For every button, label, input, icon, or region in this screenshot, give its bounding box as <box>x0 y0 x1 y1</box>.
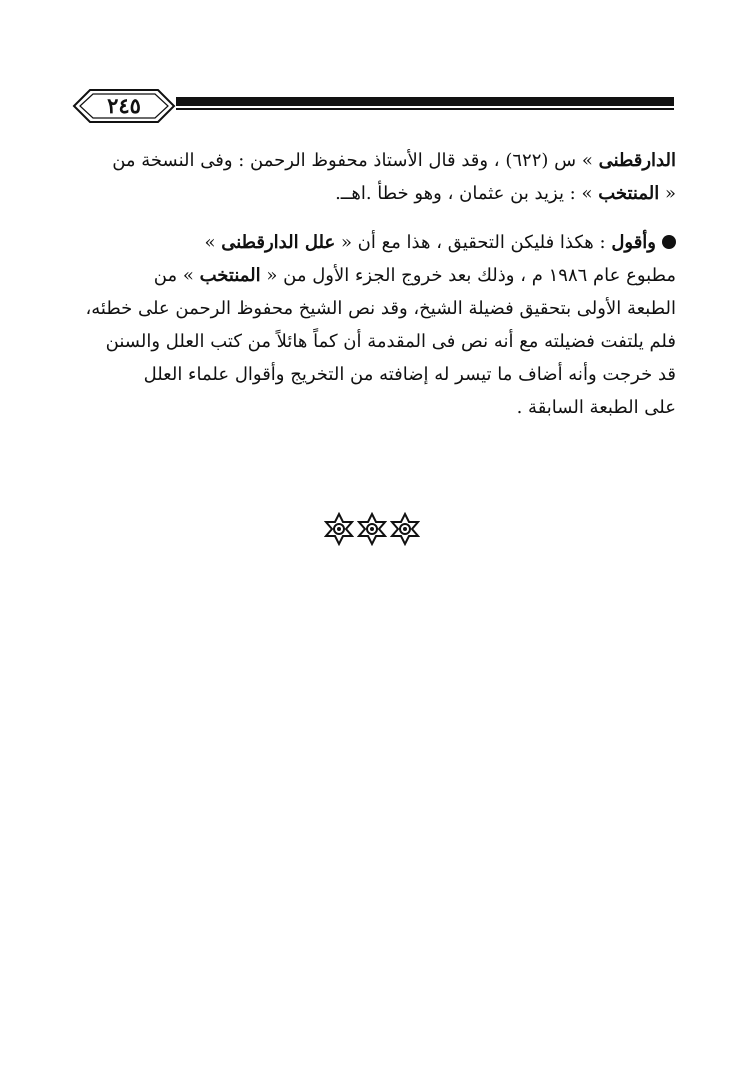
paragraph-2-line-1 <box>68 226 676 259</box>
bold-term-aqulu: وأقول <box>611 232 656 253</box>
flower-ornament-icon <box>390 512 420 546</box>
page-number-badge <box>72 86 176 126</box>
line-2-start: مطبوع عام ١٩٨٦ م ، وذلك بعد خروج الجزء الأول من « <box>260 265 676 286</box>
paragraph-1-line-1 <box>68 144 676 177</box>
paragraph-2-line-2 <box>68 259 676 292</box>
header-rule-thin <box>176 108 674 110</box>
bold-term-muntakhab: المنتخب <box>598 183 660 204</box>
paragraph-2-line-6: على الطبعة السابقة . <box>516 397 676 418</box>
paragraph-footnote-continuation <box>68 144 676 210</box>
flower-ornament-icon <box>357 512 387 546</box>
paragraph-2-line-3: الطبعة الأولى بتحقيق فضيلة الشيخ، وقد نص الشيخ محفوظ الرحمن على خطئه، <box>85 298 676 319</box>
line-1-mid: : هكذا فليكن التحقيق ، هذا مع أن « <box>335 232 612 253</box>
line-2-end: » من <box>153 265 200 286</box>
header-rule <box>176 97 674 106</box>
filled-circle-bullet-icon <box>662 235 676 249</box>
page-header <box>72 86 674 126</box>
bold-term-muntakhab-2: المنتخب <box>199 265 261 286</box>
flower-ornament-icon <box>324 512 354 546</box>
line-1-end: » <box>204 232 222 253</box>
line-1-text: » س (٦٢٢) ، وقد قال الأستاذ محفوظ الرحمن : وفى النسخة من <box>112 150 599 171</box>
paragraph-2-line-4: فلم يلتفت فضيلته مع أنه نص فى المقدمة أن كماً هائلاً من كتب العلل والسنن <box>105 331 676 352</box>
paragraph-comment <box>68 226 676 424</box>
page-number: ٢٤٥ <box>107 93 141 118</box>
section-end-ornament <box>324 512 420 548</box>
paragraph-2-line-5: قد خرجت وأنه أضاف ما تيسر له إضافته من التخريج وأقوال علماء العلل <box>143 364 676 385</box>
bold-title-ilal: علل الدارقطنى <box>221 232 336 253</box>
line-2-text: » : يزيد بن عثمان ، وهو خطأ .اهــ. <box>335 183 599 204</box>
open-quote: « <box>659 183 676 204</box>
bold-term-daraqutni: الدارقطنى <box>598 150 676 171</box>
paragraph-1-line-2 <box>68 177 676 210</box>
